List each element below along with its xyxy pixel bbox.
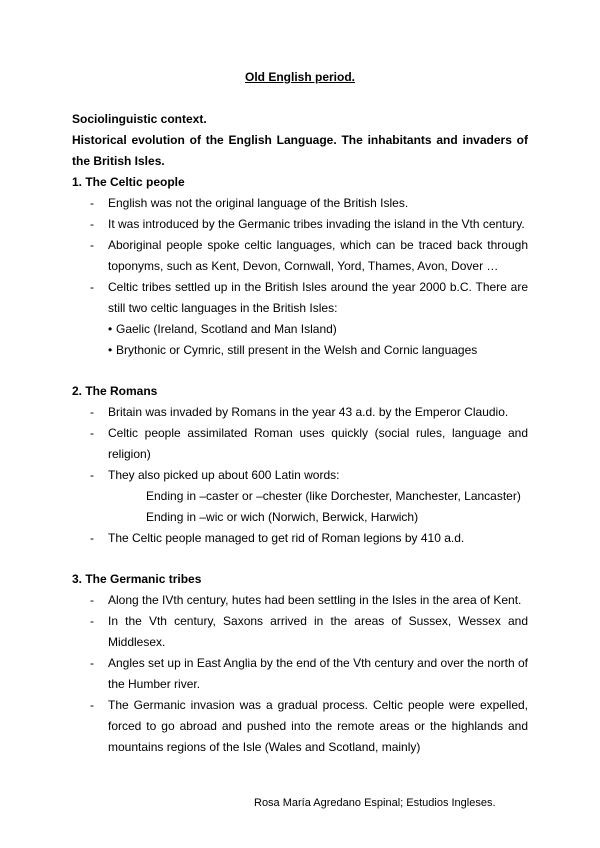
list-item [72, 277, 528, 361]
list-item: - Along the IVth century, hutes had been settling in the Isles in the area of Kent. [72, 590, 528, 611]
celtic-list [72, 193, 528, 361]
list-item: - Aboriginal people spoke celtic languages, which can be traced back through toponyms, such as Kent, Devon, Cornwall, Yord, Thames, Avon, Dover … [72, 235, 528, 277]
celtic-language-list [108, 319, 528, 361]
list-item-text: Celtic tribes settled up in the British Isles around the year 2000 b.C. There are still two celtic languages in the British Isles: [108, 280, 528, 315]
list-item: - The Germanic invasion was a gradual process. Celtic people were expelled, forced to go abroad and pushed into the remote areas or the highlands and mountains regions of the Isle (Wales and Scotland, mainly) [72, 695, 528, 758]
list-item-text: They also picked up about 600 Latin words: [108, 468, 340, 482]
romans-list [72, 402, 528, 549]
footer-author: Rosa María Agredano Espinal; Estudios Ingleses. [254, 797, 496, 809]
latin-ending: Ending in –wic or wich (Norwich, Berwick, Harwich) [146, 510, 419, 524]
section-title-celtic: 1. The Celtic people [72, 175, 185, 189]
section-title-romans: 2. The Romans [72, 384, 158, 398]
list-item: - English was not the original language of the British Isles. [72, 193, 528, 214]
list-item: - Celtic people assimilated Roman uses quickly (social rules, language and religion) [72, 423, 528, 465]
latin-ending: Ending in –caster or –chester (like Dorchester, Manchester, Lancaster) [146, 489, 521, 503]
list-item [72, 465, 528, 528]
heading-historical: Historical evolution of the English Language. The inhabitants and invaders of the British Isles. [72, 133, 528, 168]
section-title-germanic: 3. The Germanic tribes [72, 572, 202, 586]
sub-list-item: • Gaelic (Ireland, Scotland and Man Island) [108, 319, 528, 340]
list-item: - It was introduced by the Germanic tribes invading the island in the Vth century. [72, 214, 528, 235]
germanic-list [72, 590, 528, 758]
heading-sociolinguistic: Sociolinguistic context. [72, 112, 207, 126]
document-page [72, 67, 528, 758]
page-title: Old English period. [244, 70, 355, 84]
list-item: - Angles set up in East Anglia by the end of the Vth century and over the north of the Humber river. [72, 653, 528, 695]
list-item: - In the Vth century, Saxons arrived in the areas of Sussex, Wessex and Middlesex. [72, 611, 528, 653]
list-item: - The Celtic people managed to get rid of Roman legions by 410 a.d. [72, 528, 528, 549]
list-item: - Britain was invaded by Romans in the year 43 a.d. by the Emperor Claudio. [72, 402, 528, 423]
sub-list-item: • Brythonic or Cymric, still present in the Welsh and Cornic languages [108, 340, 528, 361]
